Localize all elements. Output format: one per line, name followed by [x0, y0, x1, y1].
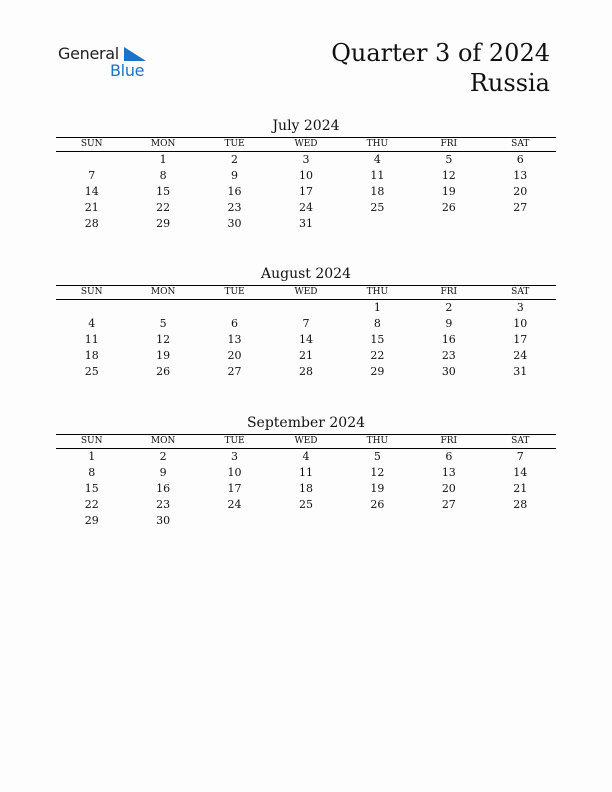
- week-row: [56, 348, 556, 364]
- day-cell: 6: [231, 317, 239, 330]
- day-cell: 2: [231, 153, 239, 166]
- day-cell: 8: [373, 317, 381, 330]
- day-cell: 17: [513, 333, 528, 346]
- logo: [58, 44, 158, 80]
- day-cell: 3: [516, 301, 524, 314]
- day-cell: 13: [441, 466, 456, 479]
- day-cell: 18: [298, 482, 313, 495]
- day-cell: 15: [84, 482, 99, 495]
- month-calendar: [56, 117, 556, 232]
- day-cell: 22: [84, 498, 99, 511]
- day-cell: 8: [88, 466, 96, 479]
- week-row: [56, 216, 556, 232]
- day-cell: 21: [513, 482, 528, 495]
- day-cell: 26: [370, 498, 385, 511]
- week-row: [56, 465, 556, 481]
- day-cell: 4: [373, 153, 381, 166]
- day-cell: 20: [441, 482, 456, 495]
- empty-day-cell: [56, 152, 127, 169]
- weekday-header: SUN: [56, 286, 127, 300]
- empty-day-cell: [342, 216, 413, 232]
- day-cell: 31: [298, 217, 313, 230]
- day-cell: 24: [513, 349, 528, 362]
- empty-day-cell: [199, 513, 270, 529]
- day-cell: 19: [156, 349, 171, 362]
- empty-day-cell: [413, 216, 484, 232]
- day-cell: 14: [298, 333, 313, 346]
- weekday-header: TUE: [199, 435, 270, 449]
- day-cell: 26: [156, 365, 171, 378]
- weekday-header: TUE: [199, 138, 270, 152]
- day-cell: 19: [441, 185, 456, 198]
- day-cell: 16: [156, 482, 171, 495]
- month-title: August 2024: [261, 266, 351, 282]
- weekday-header: MON: [127, 138, 198, 152]
- day-cell: 14: [84, 185, 99, 198]
- empty-day-cell: [127, 300, 198, 317]
- day-cell: 14: [513, 466, 528, 479]
- day-cell: 16: [441, 333, 456, 346]
- empty-day-cell: [485, 513, 556, 529]
- empty-day-cell: [270, 300, 341, 317]
- week-row: [56, 449, 556, 466]
- day-cell: 9: [231, 169, 239, 182]
- empty-day-cell: [342, 513, 413, 529]
- weekday-header: MON: [127, 435, 198, 449]
- day-cell: 23: [227, 201, 242, 214]
- day-cell: 18: [370, 185, 385, 198]
- day-cell: 18: [84, 349, 99, 362]
- day-cell: 20: [513, 185, 528, 198]
- day-cell: 8: [159, 169, 167, 182]
- quarter-title: Quarter 3 of 2024: [331, 39, 550, 67]
- calendar-table: [56, 137, 556, 232]
- weekday-header: SUN: [56, 138, 127, 152]
- month-calendar: [56, 265, 556, 380]
- day-cell: 4: [88, 317, 96, 330]
- day-cell: 1: [373, 301, 381, 314]
- day-cell: 25: [298, 498, 313, 511]
- day-cell: 12: [441, 169, 456, 182]
- day-cell: 5: [445, 153, 453, 166]
- weekday-header: WED: [270, 286, 341, 300]
- day-cell: 25: [84, 365, 99, 378]
- day-cell: 5: [159, 317, 167, 330]
- week-row: [56, 364, 556, 380]
- weekday-header: FRI: [413, 138, 484, 152]
- page-title: [331, 38, 550, 98]
- logo-general-text: General: [58, 44, 119, 63]
- day-cell: 10: [227, 466, 242, 479]
- day-cell: 11: [84, 333, 99, 346]
- day-cell: 12: [370, 466, 385, 479]
- weekday-header: WED: [270, 138, 341, 152]
- month-title: September 2024: [246, 415, 366, 431]
- day-cell: 27: [441, 498, 456, 511]
- empty-day-cell: [199, 300, 270, 317]
- week-row: [56, 332, 556, 348]
- day-cell: 21: [298, 349, 313, 362]
- weekday-header: SAT: [485, 286, 556, 300]
- day-cell: 1: [159, 153, 167, 166]
- country-title: Russia: [469, 69, 550, 97]
- day-cell: 30: [227, 217, 242, 230]
- day-cell: 10: [298, 169, 313, 182]
- day-cell: 19: [370, 482, 385, 495]
- day-cell: 17: [227, 482, 242, 495]
- day-cell: 28: [84, 217, 99, 230]
- week-row: [56, 513, 556, 529]
- weekday-header: SUN: [56, 435, 127, 449]
- day-cell: 24: [227, 498, 242, 511]
- day-cell: 29: [370, 365, 385, 378]
- day-cell: 22: [370, 349, 385, 362]
- weekday-header: SAT: [485, 138, 556, 152]
- day-cell: 25: [370, 201, 385, 214]
- day-cell: 22: [156, 201, 171, 214]
- day-cell: 29: [84, 514, 99, 527]
- weekday-header: WED: [270, 435, 341, 449]
- day-cell: 16: [227, 185, 242, 198]
- day-cell: 29: [156, 217, 171, 230]
- day-cell: 28: [513, 498, 528, 511]
- day-cell: 9: [159, 466, 167, 479]
- month-title: July 2024: [272, 118, 340, 134]
- day-cell: 23: [441, 349, 456, 362]
- day-cell: 27: [227, 365, 242, 378]
- week-row: [56, 168, 556, 184]
- logo-blue-text: Blue: [110, 61, 145, 80]
- weekday-header: TUE: [199, 286, 270, 300]
- day-cell: 9: [445, 317, 453, 330]
- month-calendar: [56, 414, 556, 529]
- week-row: [56, 300, 556, 317]
- day-cell: 2: [159, 450, 167, 463]
- weekday-header: THU: [342, 286, 413, 300]
- calendar-table: [56, 285, 556, 380]
- week-row: [56, 316, 556, 332]
- week-row: [56, 152, 556, 169]
- day-cell: 1: [88, 450, 96, 463]
- weekday-header-row: [56, 435, 556, 449]
- day-cell: 10: [513, 317, 528, 330]
- day-cell: 15: [156, 185, 171, 198]
- day-cell: 7: [88, 169, 96, 182]
- day-cell: 5: [373, 450, 381, 463]
- day-cell: 15: [370, 333, 385, 346]
- day-cell: 12: [156, 333, 171, 346]
- day-cell: 3: [302, 153, 310, 166]
- day-cell: 11: [298, 466, 313, 479]
- day-cell: 11: [370, 169, 385, 182]
- weekday-header: FRI: [413, 435, 484, 449]
- weekday-header-row: [56, 138, 556, 152]
- weekday-header: FRI: [413, 286, 484, 300]
- day-cell: 3: [231, 450, 239, 463]
- day-cell: 6: [516, 153, 524, 166]
- week-row: [56, 184, 556, 200]
- day-cell: 27: [513, 201, 528, 214]
- day-cell: 7: [516, 450, 524, 463]
- logo-triangle-icon: [124, 47, 146, 61]
- empty-day-cell: [413, 513, 484, 529]
- empty-day-cell: [56, 300, 127, 317]
- day-cell: 13: [513, 169, 528, 182]
- day-cell: 7: [302, 317, 310, 330]
- day-cell: 20: [227, 349, 242, 362]
- calendar-table: [56, 434, 556, 529]
- day-cell: 30: [156, 514, 171, 527]
- day-cell: 21: [84, 201, 99, 214]
- day-cell: 28: [298, 365, 313, 378]
- day-cell: 30: [441, 365, 456, 378]
- day-cell: 6: [445, 450, 453, 463]
- weekday-header: MON: [127, 286, 198, 300]
- day-cell: 23: [156, 498, 171, 511]
- weekday-header-row: [56, 286, 556, 300]
- empty-day-cell: [270, 513, 341, 529]
- week-row: [56, 497, 556, 513]
- weekday-header: THU: [342, 435, 413, 449]
- week-row: [56, 481, 556, 497]
- day-cell: 31: [513, 365, 528, 378]
- day-cell: 24: [298, 201, 313, 214]
- empty-day-cell: [485, 216, 556, 232]
- weekday-header: THU: [342, 138, 413, 152]
- week-row: [56, 200, 556, 216]
- day-cell: 4: [302, 450, 310, 463]
- day-cell: 26: [441, 201, 456, 214]
- day-cell: 13: [227, 333, 242, 346]
- day-cell: 2: [445, 301, 453, 314]
- day-cell: 17: [298, 185, 313, 198]
- weekday-header: SAT: [485, 435, 556, 449]
